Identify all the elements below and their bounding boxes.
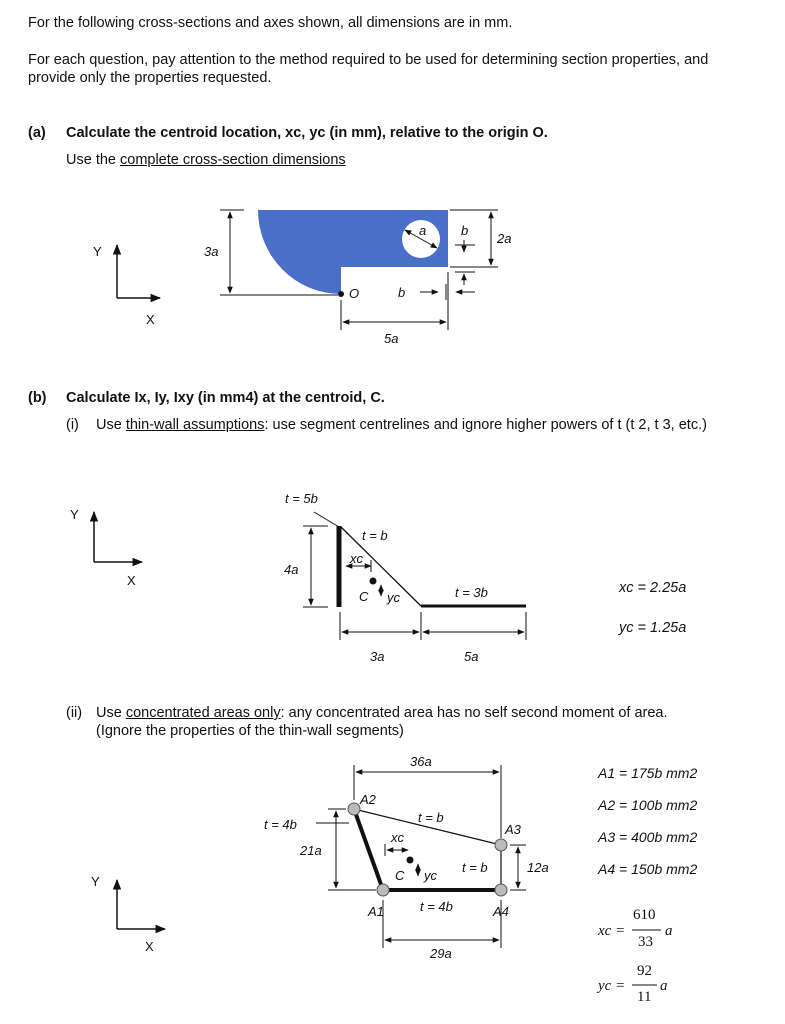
part-a-dim-b-bottom: b (398, 285, 406, 300)
part-b-ii-a1: A1 (368, 904, 384, 919)
part-b-ii-a4: A4 (493, 904, 509, 919)
intro-line-1: For the following cross-sections and axes shown, all dimensions are in mm. (28, 15, 513, 31)
part-b-i-axis-y-label: Y (70, 507, 79, 522)
part-b-ii-t4b-bottom: t = 4b (420, 899, 453, 914)
yc-numerator: 92 (637, 963, 652, 979)
part-b-ii-answer-xc (597, 907, 673, 950)
part-b-i-dimensions (303, 526, 526, 640)
part-b-i-label: (i) (66, 417, 79, 433)
xc-numerator: 610 (633, 907, 656, 923)
area-a2-marker (348, 803, 360, 815)
part-b-i-t5b: t = 5b (285, 491, 318, 506)
part-b-label: (b) (28, 390, 47, 406)
part-b-ii-dim-29a: 29a (430, 946, 452, 961)
part-a-instruction-link: complete cross-section dimensions (120, 152, 346, 168)
part-b-i-answer-yc: yc = 1.25a (619, 620, 687, 636)
centroid-c-marker (407, 857, 414, 864)
part-b-ii-a3: A3 (505, 822, 521, 837)
xc-unit: a (665, 923, 673, 939)
part-a-dim-5a: 5a (384, 331, 399, 346)
part-a-axes (93, 244, 160, 327)
part-b-i-xc: xc (350, 551, 363, 566)
part-b-i-axes (70, 507, 142, 588)
part-b-ii-dim-12a: 12a (527, 860, 549, 875)
area-a2: A2 = 100b mm2 (598, 797, 698, 813)
part-b-i-t3b: t = 3b (455, 585, 488, 600)
part-b-ii-axis-x-label: X (145, 939, 154, 954)
area-a4-marker (495, 884, 507, 896)
yc-unit: a (660, 978, 668, 994)
part-a-dim-2a: 2a (497, 231, 512, 246)
area-a3-marker (495, 839, 507, 851)
part-b-i-tb: t = b (362, 528, 388, 543)
part-b-i-dim-5a: 5a (464, 649, 479, 664)
part-b-ii-label: (ii) (66, 705, 83, 721)
part-b-ii-link: concentrated areas only (125, 705, 281, 721)
part-b-ii-tb-right: t = b (462, 860, 488, 875)
area-a1-marker (377, 884, 389, 896)
part-b-i-dim-4a: 4a (284, 562, 299, 577)
xc-lhs: xc = (598, 923, 626, 939)
part-a-title: Calculate the centroid location, xc, yc (in mm), relative to the origin O. (66, 125, 548, 141)
part-b-ii-suffix: : any concentrated area has no self second moment of area. (280, 705, 668, 721)
part-b-i-yc: yc (387, 590, 400, 605)
part-b-i-link: thin-wall assumptions (125, 417, 265, 433)
area-a3: A3 = 400b mm2 (598, 829, 698, 845)
part-a-dim-a-label: a (419, 223, 427, 238)
part-a-label: (a) (28, 125, 46, 141)
part-a-axis-y-label: Y (93, 244, 102, 259)
part-b-ii-line-2: (Ignore the properties of the thin-wall segments) (96, 723, 404, 739)
part-b-ii-answer-yc (596, 963, 668, 1005)
part-b-i-c: C (359, 589, 369, 604)
part-b-ii-axes (91, 874, 165, 954)
part-a-cross-section (258, 210, 448, 301)
intro-line-3: provide only the properties requested. (28, 70, 272, 86)
part-b-ii-xc: xc (391, 830, 404, 845)
part-b-ii-cross-section (316, 803, 507, 896)
part-b-title: Calculate Ix, Iy, Ixy (in mm4) at the centroid, C. (66, 390, 385, 406)
part-b-ii-tb-top: t = b (418, 810, 444, 825)
part-a-dim-b-top: b (461, 223, 469, 238)
part-b-i-prefix: Use (96, 417, 126, 433)
part-b-ii-yc: yc (424, 868, 437, 883)
part-b-ii-dim-21a: 21a (300, 843, 322, 858)
part-b-ii-t4b-left: t = 4b (264, 817, 297, 832)
part-b-ii-a2: A2 (360, 792, 376, 807)
part-b-i-answer-xc: xc = 2.25a (619, 580, 687, 596)
xc-denominator: 33 (638, 934, 653, 950)
area-a1: A1 = 175b mm2 (598, 765, 698, 781)
yc-denominator: 11 (637, 989, 652, 1005)
part-b-i-dim-3a: 3a (370, 649, 385, 664)
intro-line-2: For each question, pay attention to the method required to be used for determining section properties, and (28, 52, 709, 68)
part-a-origin-dot (338, 291, 344, 297)
part-b-ii-dim-36a: 36a (410, 754, 432, 769)
part-b-i-suffix: : use segment centrelines and ignore higher powers of t (t 2, t 3, etc.) (264, 417, 707, 433)
area-a4: A4 = 150b mm2 (598, 861, 698, 877)
part-a-instruction-prefix: Use the (66, 152, 120, 168)
part-b-i-cross-section (314, 512, 526, 607)
part-b-ii-prefix: Use (96, 705, 126, 721)
part-a-origin-label: O (349, 286, 360, 301)
part-b-ii-axis-y-label: Y (91, 874, 100, 889)
yc-lhs: yc = (598, 978, 626, 994)
part-b-ii-dimensions (328, 765, 526, 948)
part-b-i-axis-x-label: X (127, 573, 136, 588)
part-a-dim-3a: 3a (204, 244, 219, 259)
part-b-ii-c: C (395, 868, 405, 883)
part-a-axis-x-label: X (146, 312, 155, 327)
